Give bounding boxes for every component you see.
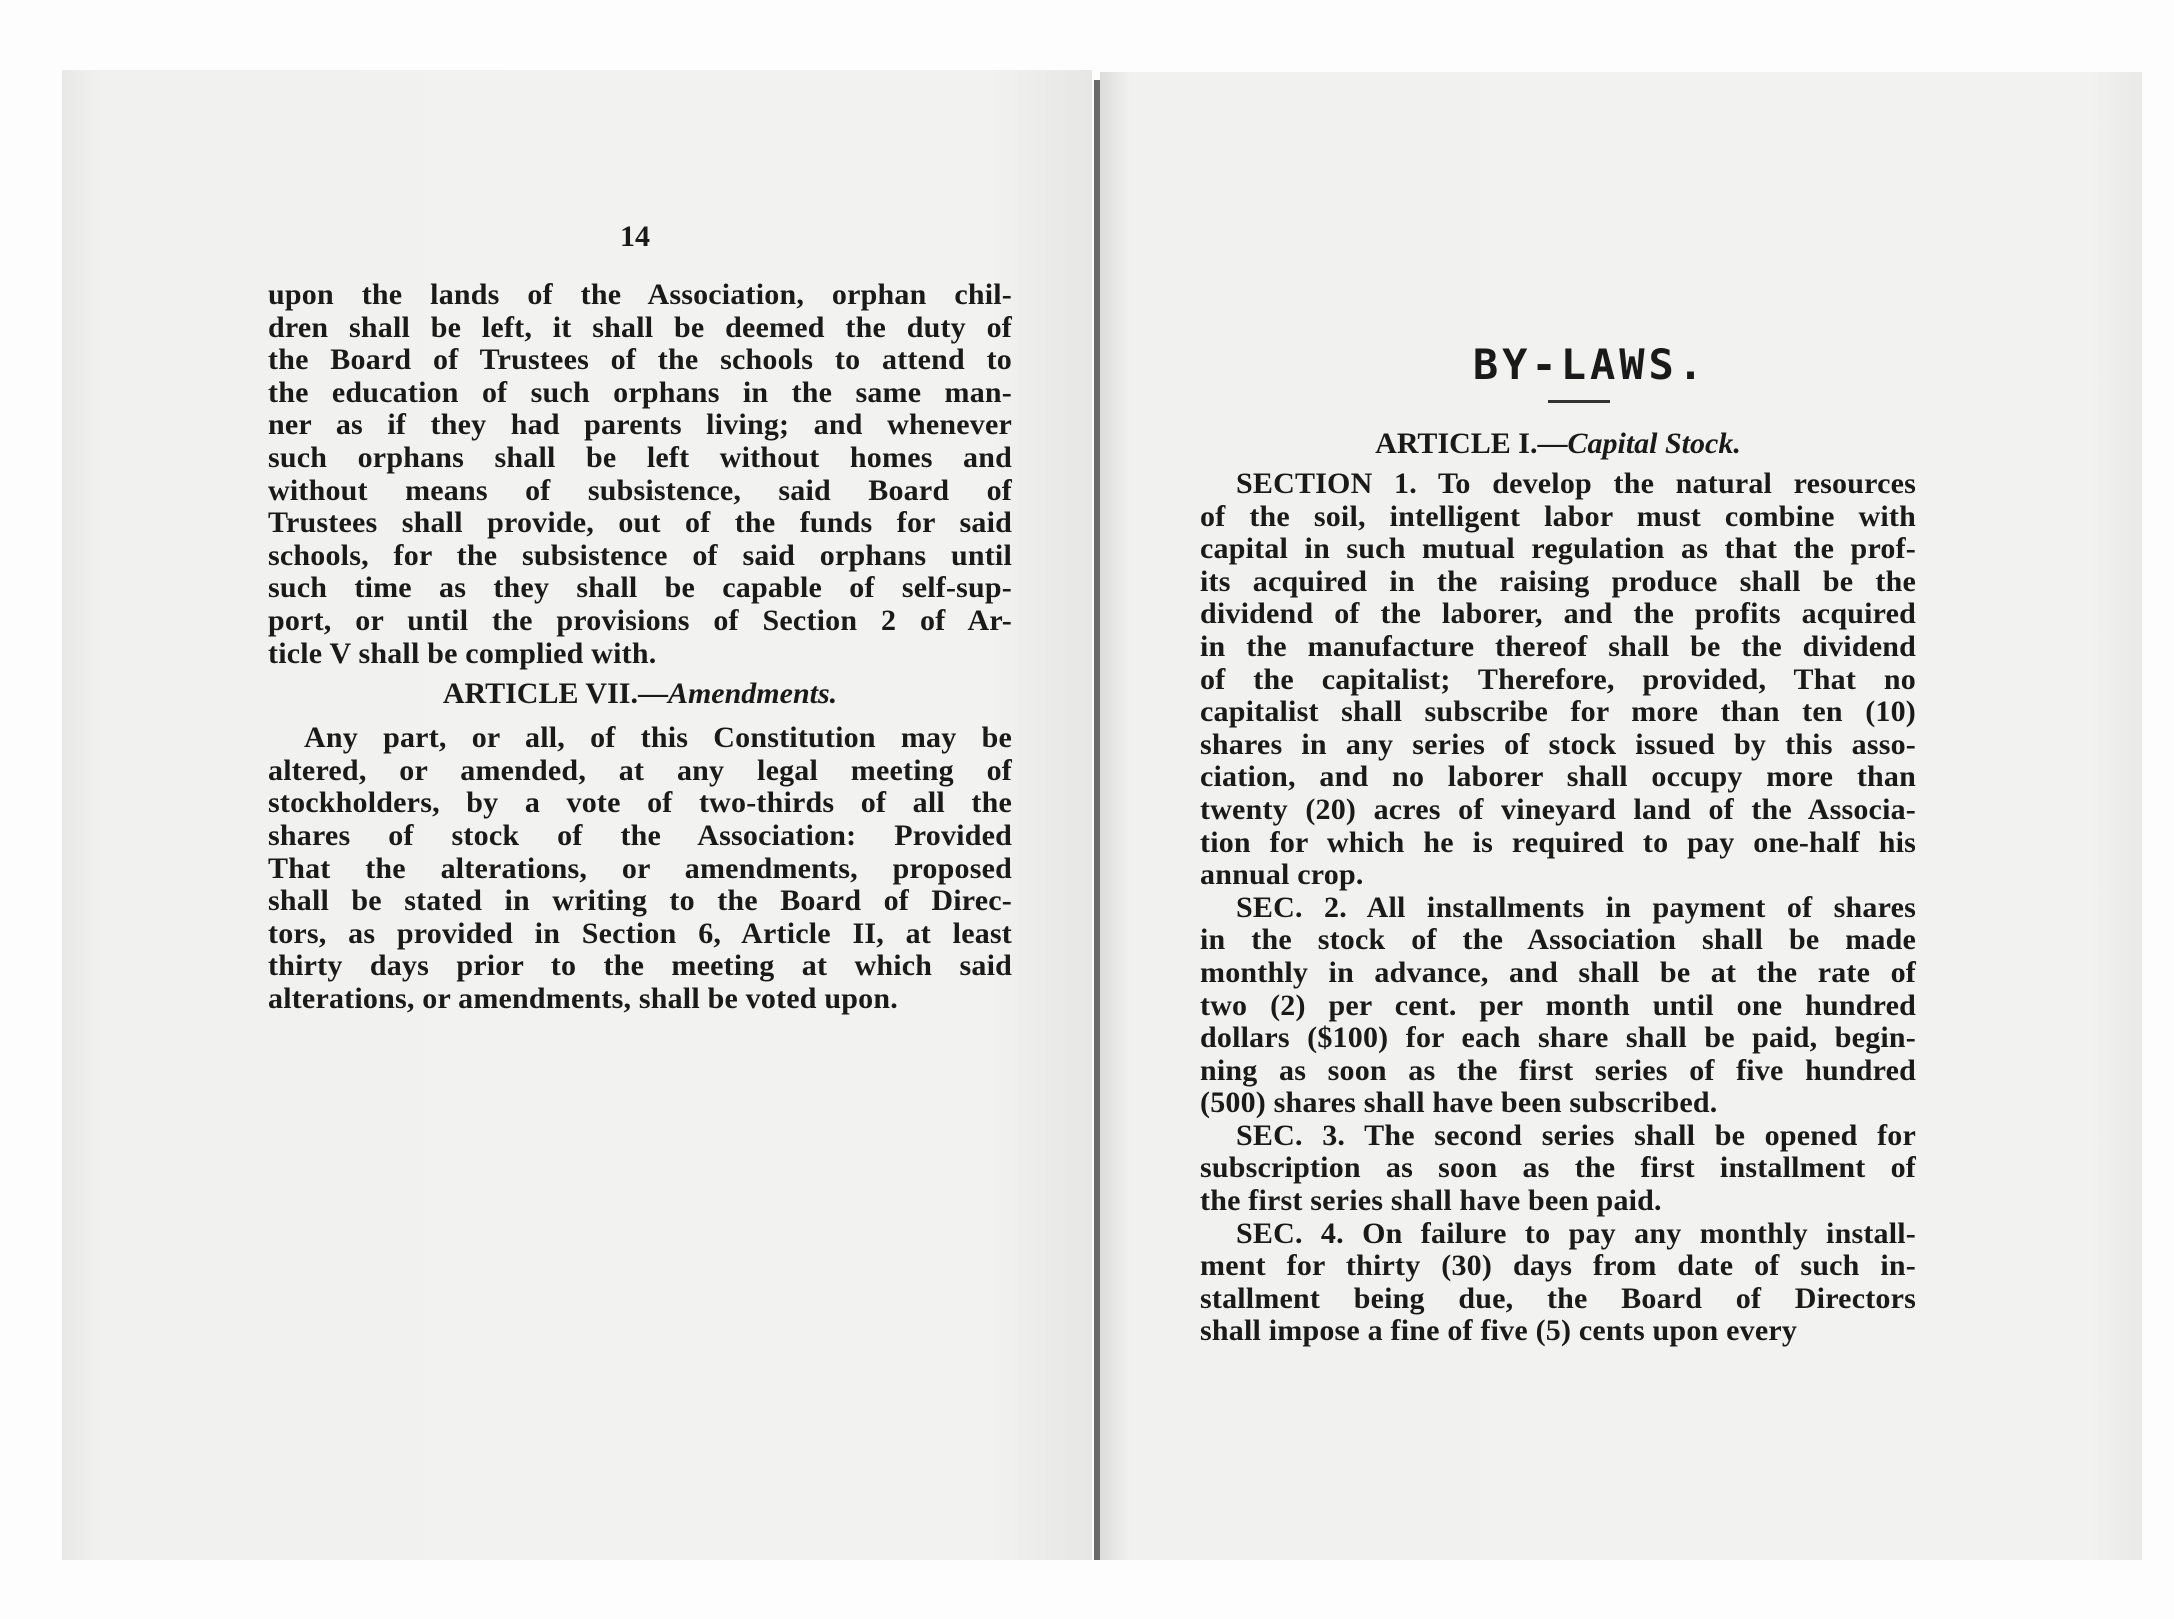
right-page-text <box>1200 424 1916 1348</box>
text-line: capitalist shall subscribe for more than ten (10) <box>1200 695 1916 729</box>
text-line: thirty days prior to the meeting at which said <box>268 949 1012 983</box>
text-line: capital in such mutual regulation as that the prof- <box>1200 532 1916 566</box>
text-line: of the capitalist; Therefore, provided, That no <box>1200 662 1916 696</box>
text-line: shall impose a fine of five (5) cents upon every <box>1200 1314 1798 1348</box>
text-line: of the soil, intelligent labor must combine with <box>1200 499 1916 533</box>
text-line: Any part, or all, of this Constitution may be <box>304 721 1012 755</box>
text-line: That the alterations, or amendments, proposed <box>268 851 1012 885</box>
article-i-heading <box>1200 424 1916 464</box>
article-vii-heading <box>268 674 1012 714</box>
text-line: SEC. 4. On failure to pay any monthly install- <box>1236 1216 1916 1250</box>
text-line: without means of subsistence, said Board of <box>268 473 1012 507</box>
text-line: stockholders, by a vote of two-thirds of all the <box>268 786 1012 820</box>
book-spine <box>1094 80 1100 1560</box>
article-number: ARTICLE VII.— <box>442 677 668 711</box>
article-number: ARTICLE I.— <box>1375 427 1568 460</box>
text-line: SEC. 2. All installments in payment of shares <box>1236 890 1916 924</box>
text-line: ner as if they had parents living; and whenever <box>268 408 1012 442</box>
text-line: shares of stock of the Association: Provided <box>268 818 1012 852</box>
text-line: such orphans shall be left without homes and <box>268 440 1012 474</box>
text-line: ciation, and no laborer shall occupy more than <box>1200 760 1916 794</box>
article-subtitle: Amendments. <box>667 677 838 711</box>
text-line: SEC. 3. The second series shall be opened for <box>1236 1118 1916 1152</box>
text-line: subscription as soon as the first installment of <box>1200 1151 1916 1185</box>
bylaws-title: BY-LAWS. <box>1472 340 1708 389</box>
text-line: twenty (20) acres of vineyard land of the Associa- <box>1200 792 1916 826</box>
text-line: schools, for the subsistence of said orphans until <box>268 538 1012 572</box>
text-line: two (2) per cent. per month until one hundred <box>1200 988 1916 1022</box>
text-line: upon the lands of the Association, orphan chil- <box>268 278 1012 311</box>
text-line: the education of such orphans in the same man- <box>268 375 1012 409</box>
text-line: dividend of the laborer, and the profits acquired <box>1200 597 1916 631</box>
text-line: shares in any series of stock issued by this asso- <box>1200 727 1916 761</box>
left-page-text <box>268 279 1012 1015</box>
text-line: annual crop. <box>1200 858 1364 892</box>
text-line: alterations, or amendments, shall be voted upon. <box>268 981 898 1015</box>
text-line: in the stock of the Association shall be made <box>1200 923 1916 957</box>
text-line: in the manufacture thereof shall be the dividend <box>1200 629 1916 663</box>
text-line: altered, or amended, at any legal meeting of <box>268 753 1012 787</box>
text-line: (500) shares shall have been subscribed. <box>1200 1086 1718 1120</box>
text-line: ticle V shall be complied with. <box>268 636 657 670</box>
article-subtitle: Capital Stock. <box>1567 427 1741 460</box>
text-line: its acquired in the raising produce shall be the <box>1200 564 1916 598</box>
text-line: the first series shall have been paid. <box>1200 1184 1662 1218</box>
text-line: stallment being due, the Board of Directors <box>1200 1281 1916 1315</box>
text-line: port, or until the provisions of Section 2 of Ar- <box>268 603 1012 637</box>
text-line: tion for which he is required to pay one-half his <box>1200 825 1916 859</box>
text-line: SECTION 1. To develop the natural resources <box>1236 467 1916 500</box>
text-line: monthly in advance, and shall be at the rate of <box>1200 955 1916 989</box>
text-line: ment for thirty (30) days from date of such in- <box>1200 1249 1916 1283</box>
text-line: such time as they shall be capable of self-sup- <box>268 571 1012 605</box>
text-line: the Board of Trustees of the schools to attend to <box>268 343 1012 377</box>
text-line: Trustees shall provide, out of the funds for said <box>268 506 1012 540</box>
text-line: shall be stated in writing to the Board of Direc- <box>268 884 1012 918</box>
text-line: ning as soon as the first series of five hundred <box>1200 1053 1916 1087</box>
page-number: 14 <box>620 220 650 253</box>
title-divider <box>1548 400 1610 403</box>
text-line: dren shall be left, it shall be deemed the duty of <box>268 310 1012 344</box>
text-line: dollars ($100) for each share shall be paid, begin- <box>1200 1021 1916 1055</box>
text-line: tors, as provided in Section 6, Article II, at least <box>268 916 1012 950</box>
